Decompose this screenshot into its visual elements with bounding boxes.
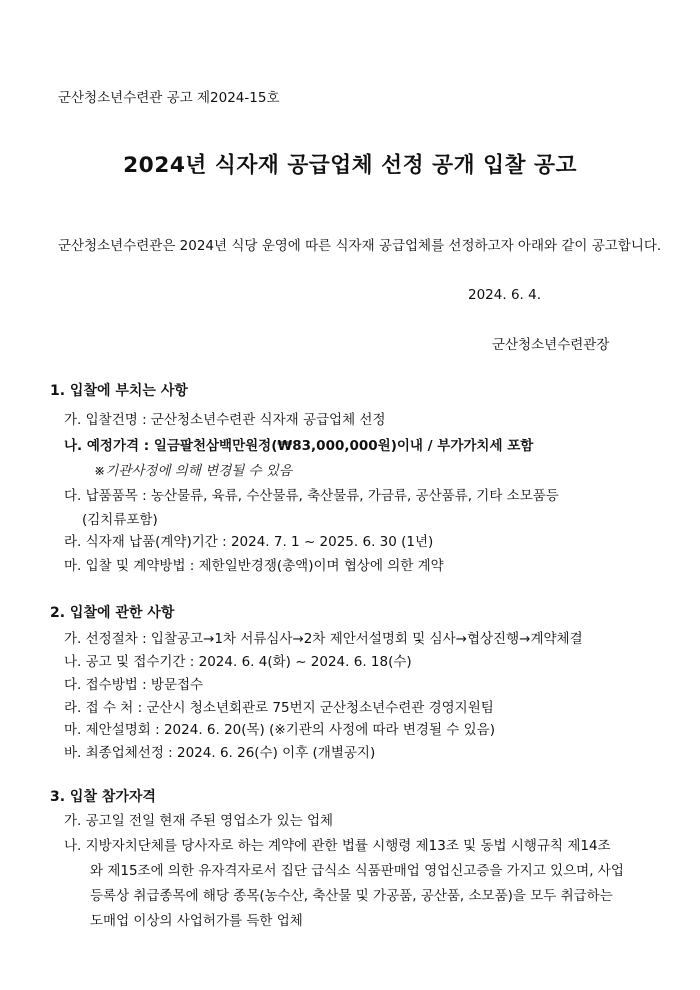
notice-number: 군산청소년수련관 공고 제2024-15호 xyxy=(58,90,280,106)
section-2-item-d: 라. 접 수 처 : 군산시 청소년회관로 75번지 군산청소년수련관 경영지원팀 xyxy=(64,700,494,716)
section-2-item-b: 나. 공고 및 접수기간 : 2024. 6. 4(화) ~ 2024. 6. 18(수) xyxy=(64,654,412,670)
section-1-note: ※기관사정에 의해 변경될 수 있음 xyxy=(94,463,293,479)
section-2-item-a: 가. 선정절차 : 입찰공고→1차 서류심사→2차 제안서설명회 및 심사→협상진행→계약체결 xyxy=(64,631,583,647)
section-3-item-b: 나. 지방자치단체를 당사자로 하는 계약에 관한 법률 시행령 제13조 및 동법 시행규칙 제14조 xyxy=(64,838,611,854)
section-1-item-c: 다. 납품품목 : 농산물류, 육류, 수산물류, 축산물류, 가금류, 공산품류, 기타 소모품등 xyxy=(64,488,559,504)
section-1-title: 1. 입찰에 부치는 사항 xyxy=(50,383,188,399)
section-3-item-a: 가. 공고일 전일 현재 주된 영업소가 있는 업체 xyxy=(64,813,334,829)
section-1-item-d: 라. 식자재 납품(계약)기간 : 2024. 7. 1 ~ 2025. 6. 30 (1년) xyxy=(64,534,434,550)
section-2-item-c: 다. 접수방법 : 방문접수 xyxy=(64,677,204,693)
section-3-title: 3. 입찰 참가자격 xyxy=(50,789,156,805)
section-3-item-b-cont-3: 도매업 이상의 사업허가를 득한 업체 xyxy=(90,913,303,929)
section-1-item-e: 마. 입찰 및 계약방법 : 제한일반경쟁(총액)이며 협상에 의한 계약 xyxy=(64,558,444,574)
section-1-item-c-cont: (김치류포함) xyxy=(82,512,158,528)
intro-paragraph: 군산청소년수련관은 2024년 식당 운영에 따른 식자재 공급업체를 선정하고자 아래와 같이 공고합니다. xyxy=(58,238,662,254)
section-2-item-e: 마. 제안설명회 : 2024. 6. 20(목) (※기관의 사정에 따라 변경될 수 있음) xyxy=(64,722,495,738)
section-2-item-f: 바. 최종업체선정 : 2024. 6. 26(수) 이후 (개별공지) xyxy=(64,745,376,761)
section-3-item-b-cont-2: 등록상 취급종목에 해당 종목(농수산, 축산물 및 가공품, 공산품, 소모품)을 모두 취급하는 xyxy=(90,888,613,904)
section-1-item-a: 가. 입찰건명 : 군산청소년수련관 식자재 공급업체 선정 xyxy=(64,412,386,428)
section-2-title: 2. 입찰에 관한 사항 xyxy=(50,605,175,621)
section-1-item-b: 나. 예정가격 : 일금팔천삼백만원정(₩83,000,000원)이내 / 부가가치세 포함 xyxy=(64,438,534,454)
document-title: 2024년 식자재 공급업체 선정 공개 입찰 공고 xyxy=(123,153,577,178)
notice-date: 2024. 6. 4. xyxy=(468,287,541,303)
section-3-item-b-cont-1: 와 제15조에 의한 유자격자로서 집단 급식소 식품판매업 영업신고증을 가지고 있으며, 사업 xyxy=(90,863,624,879)
issuer-name: 군산청소년수련관장 xyxy=(492,337,610,353)
